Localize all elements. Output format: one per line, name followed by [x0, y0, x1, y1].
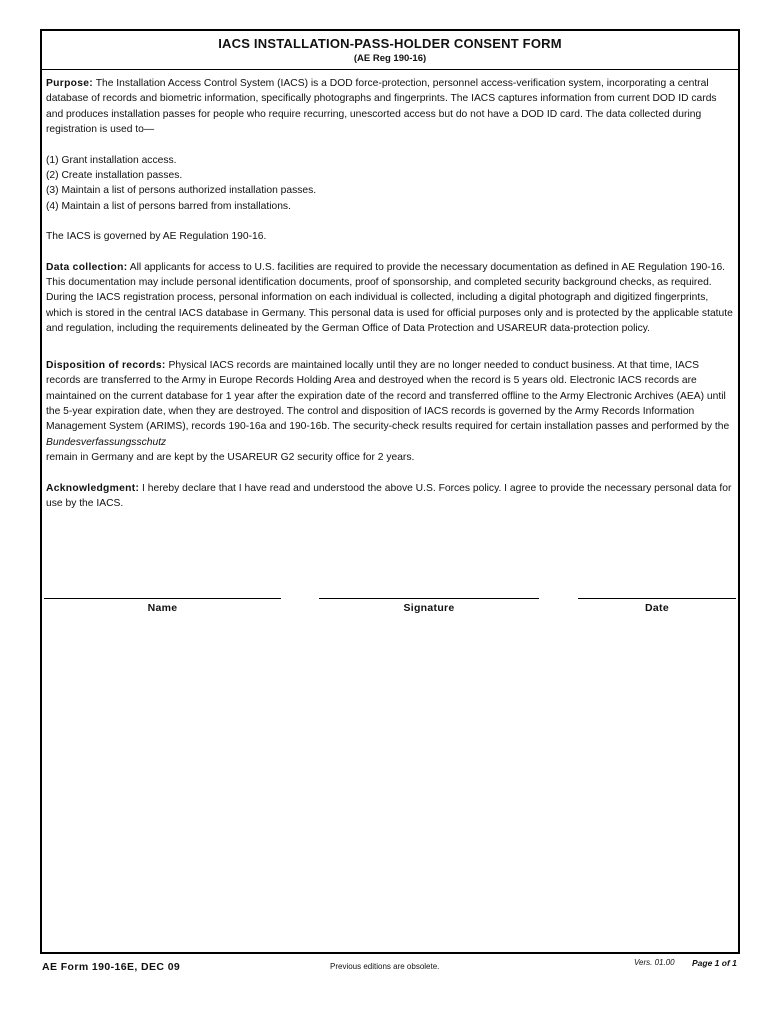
- list-item: (2) Create installation passes.: [46, 170, 183, 182]
- purpose-paragraph: [46, 76, 736, 138]
- list-item: (1) Grant installation access.: [46, 154, 177, 166]
- signature-field-label: Signature: [403, 602, 455, 614]
- data-collection-label: Data collection:: [46, 261, 128, 273]
- form-number: AE Form 190-16E, DEC 09: [42, 961, 181, 973]
- form-title: IACS INSTALLATION-PASS-HOLDER CONSENT FORM: [218, 36, 562, 51]
- purpose-list: [46, 153, 736, 215]
- name-field-line[interactable]: [44, 598, 281, 599]
- purpose-text: The Installation Access Control System (IACS) is a DOD force-protection, personnel access-verification system, incorporating a central database of records and biometric information, specifically photographs and fingerprints. The IACS captures information from current DOD ID cards and produces installation passes for people who require recurring, unescorted access but do not have a DOD ID card. The data collected during registration is used to—: [46, 78, 717, 136]
- data-collection-paragraph: [46, 260, 736, 337]
- form-frame: [40, 29, 740, 954]
- acknowledgment-text: I hereby declare that I have read and understood the above U.S. Forces policy. I agree to provide the necessary personal data for use by the IACS.: [46, 482, 732, 509]
- disposition-text: Physical IACS records are maintained locally until they are no longer needed to conduct business. At that time, IACS records are transferred to the Army in Europe Records Holding Area and destroyed when the record is 5 years old. Electronic IACS records are maintained on the current database for 1 year after the expiration date of the record and transferred offline to the Army Electronic Archives (AEA) until the 5-year expiration date, when they are destroyed. The control and disposition of IACS records is governed by the Army Records Information Management System (ARIMS), records 190-16a and 190-16b. The security-check results required for certain installation passes and performed by the: [46, 359, 730, 433]
- signature-field-line[interactable]: [319, 598, 539, 599]
- page-indicator: Page 1 of 1: [692, 958, 737, 968]
- date-field-line[interactable]: [578, 598, 736, 599]
- acknowledgment-label: Acknowledgment:: [46, 482, 140, 494]
- disposition-paragraph: [46, 358, 736, 466]
- list-item: (3) Maintain a list of persons authorized installation passes.: [46, 185, 317, 197]
- list-item: (4) Maintain a list of persons barred from installations.: [46, 200, 291, 212]
- disposition-label: Disposition of records:: [46, 359, 166, 371]
- governed-statement: The IACS is governed by AE Regulation 190-16.: [46, 231, 267, 243]
- form-regulation: (AE Reg 190-16): [353, 53, 427, 64]
- form-content: [46, 76, 736, 511]
- obsolete-note: Previous editions are obsolete.: [330, 962, 440, 971]
- version-label: Vers. 01.00: [634, 958, 675, 967]
- disposition-italic-term: Bundesverfassungsschutz: [46, 436, 167, 448]
- date-field-label: Date: [645, 602, 669, 614]
- disposition-tail: remain in Germany and are kept by the USAREUR G2 security office for 2 years.: [46, 452, 415, 464]
- acknowledgment-paragraph: [46, 481, 736, 512]
- purpose-label: Purpose:: [46, 78, 94, 89]
- data-collection-text: All applicants for access to U.S. facilities are required to provide the necessary documentation as defined in AE Regulation 190-16. This documentation may include personal identification documents, proof of sponsorship, and completed security background checks, as required. During the IACS registration process, personal information on each individual is collected, including a digital photograph and digitized fingerprints, which is stored in the central IACS database in Germany. This personal data is used for official purposes only and is protected by the applicable statute and regulation, including the requirements delineated by the German Office of Data Protection and USAREUR data-protection policy.: [46, 261, 733, 335]
- name-field-label: Name: [147, 602, 178, 614]
- title-block: [42, 31, 738, 70]
